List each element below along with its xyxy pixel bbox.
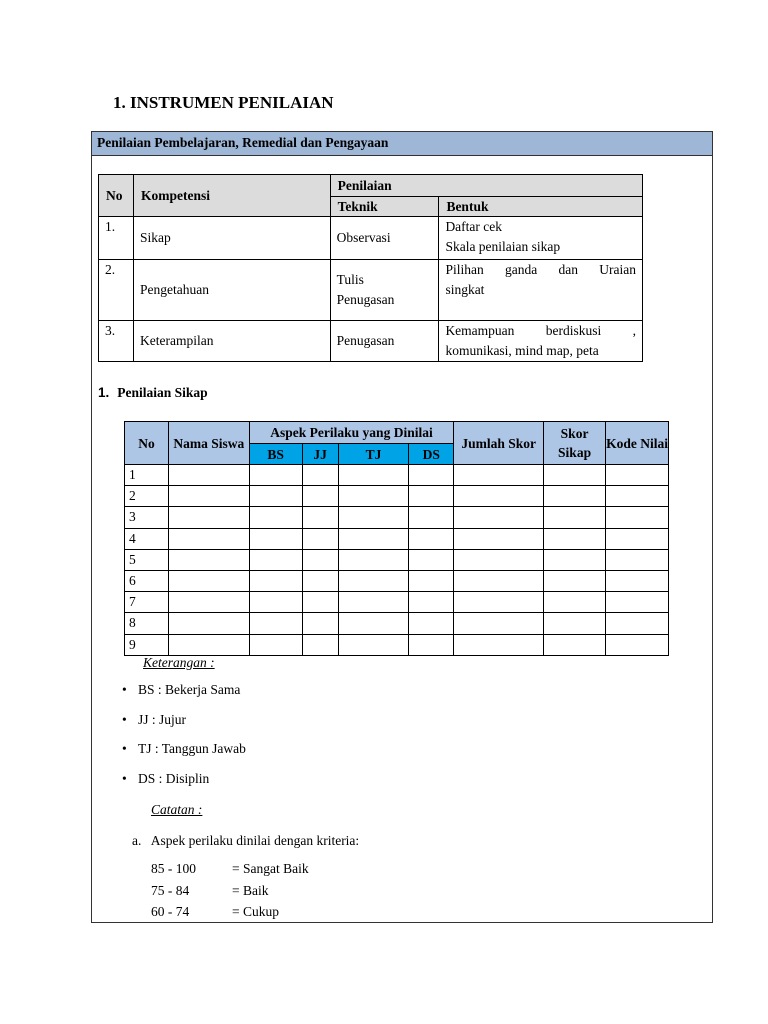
header-penilaian: Penilaian (330, 175, 642, 197)
header-no: No (125, 422, 169, 465)
catatan-title: Catatan : (151, 802, 203, 817)
header-tj: TJ (338, 444, 409, 465)
criteria-list (151, 861, 309, 926)
table-row (99, 217, 643, 260)
header-jumlah-skor: Jumlah Skor (454, 422, 544, 465)
list-item: • JJ : Jujur (122, 712, 246, 742)
section-heading: 1. INSTRUMEN PENILAIAN (113, 93, 334, 112)
table-row: 7 (125, 592, 669, 613)
subsection-number: 1. (98, 385, 110, 400)
criteria-intro: a. Aspek perilaku dinilai dengan kriteria: (132, 833, 360, 848)
row-kompetensi: Keterampilan (133, 321, 330, 362)
list-item: • BS : Bekerja Sama (122, 682, 246, 712)
row-kompetensi: Sikap (133, 217, 330, 260)
kompetensi-table (98, 174, 643, 362)
table-row: 2 (125, 486, 669, 507)
row-no: 1. (99, 217, 134, 260)
assessment-panel (91, 131, 713, 923)
row-no: 3. (99, 321, 134, 362)
table-row: 6 (125, 570, 669, 591)
criteria-row: 85 - 100 = Sangat Baik (151, 861, 309, 876)
list-item: • DS : Disiplin (122, 771, 246, 801)
criteria-row: 60 - 74 = Cukup (151, 904, 279, 919)
header-bs: BS (249, 444, 302, 465)
sikap-table (124, 421, 669, 656)
header-bentuk: Bentuk (439, 197, 643, 217)
table-row: 9 (125, 634, 669, 655)
row-bentuk: Daftar cek Skala penilaian sikap (439, 217, 643, 260)
keterangan-title: Keterangan : (143, 655, 215, 670)
table-row: 5 (125, 549, 669, 570)
header-teknik: Teknik (330, 197, 439, 217)
header-ds: DS (409, 444, 454, 465)
panel-title: Penilaian Pembelajaran, Remedial dan Pengayaan (92, 132, 712, 156)
row-teknik: Penugasan (330, 321, 439, 362)
subsection-title (98, 385, 208, 401)
row-no: 2. (99, 260, 134, 321)
row-teknik: Tulis Penugasan (330, 260, 439, 321)
header-kode-nilai: Kode Nilai (606, 422, 669, 465)
subsection-label: Penilaian Sikap (117, 385, 208, 400)
row-teknik: Observasi (330, 217, 439, 260)
header-no: No (99, 175, 134, 217)
header-aspek: Aspek Perilaku yang Dinilai (249, 422, 454, 444)
row-bentuk: Pilihan ganda dan Uraian singkat (439, 260, 643, 321)
header-jj: JJ (302, 444, 338, 465)
header-nama-siswa: Nama Siswa (168, 422, 249, 465)
criteria-row: 75 - 84 = Baik (151, 882, 269, 898)
table-row: 1 (125, 465, 669, 486)
table-row (99, 321, 643, 362)
table-row (99, 260, 643, 321)
keterangan-list (122, 682, 246, 800)
table-row: 3 (125, 507, 669, 528)
header-kompetensi: Kompetensi (133, 175, 330, 217)
header-skor-sikap: Skor Sikap (544, 422, 606, 465)
row-bentuk: Kemampuan berdiskusi , komunikasi, mind map, peta (439, 321, 643, 362)
table-row: 4 (125, 528, 669, 549)
row-kompetensi: Pengetahuan (133, 260, 330, 321)
list-item: • TJ : Tanggun Jawab (122, 741, 246, 771)
table-row: 8 (125, 613, 669, 634)
